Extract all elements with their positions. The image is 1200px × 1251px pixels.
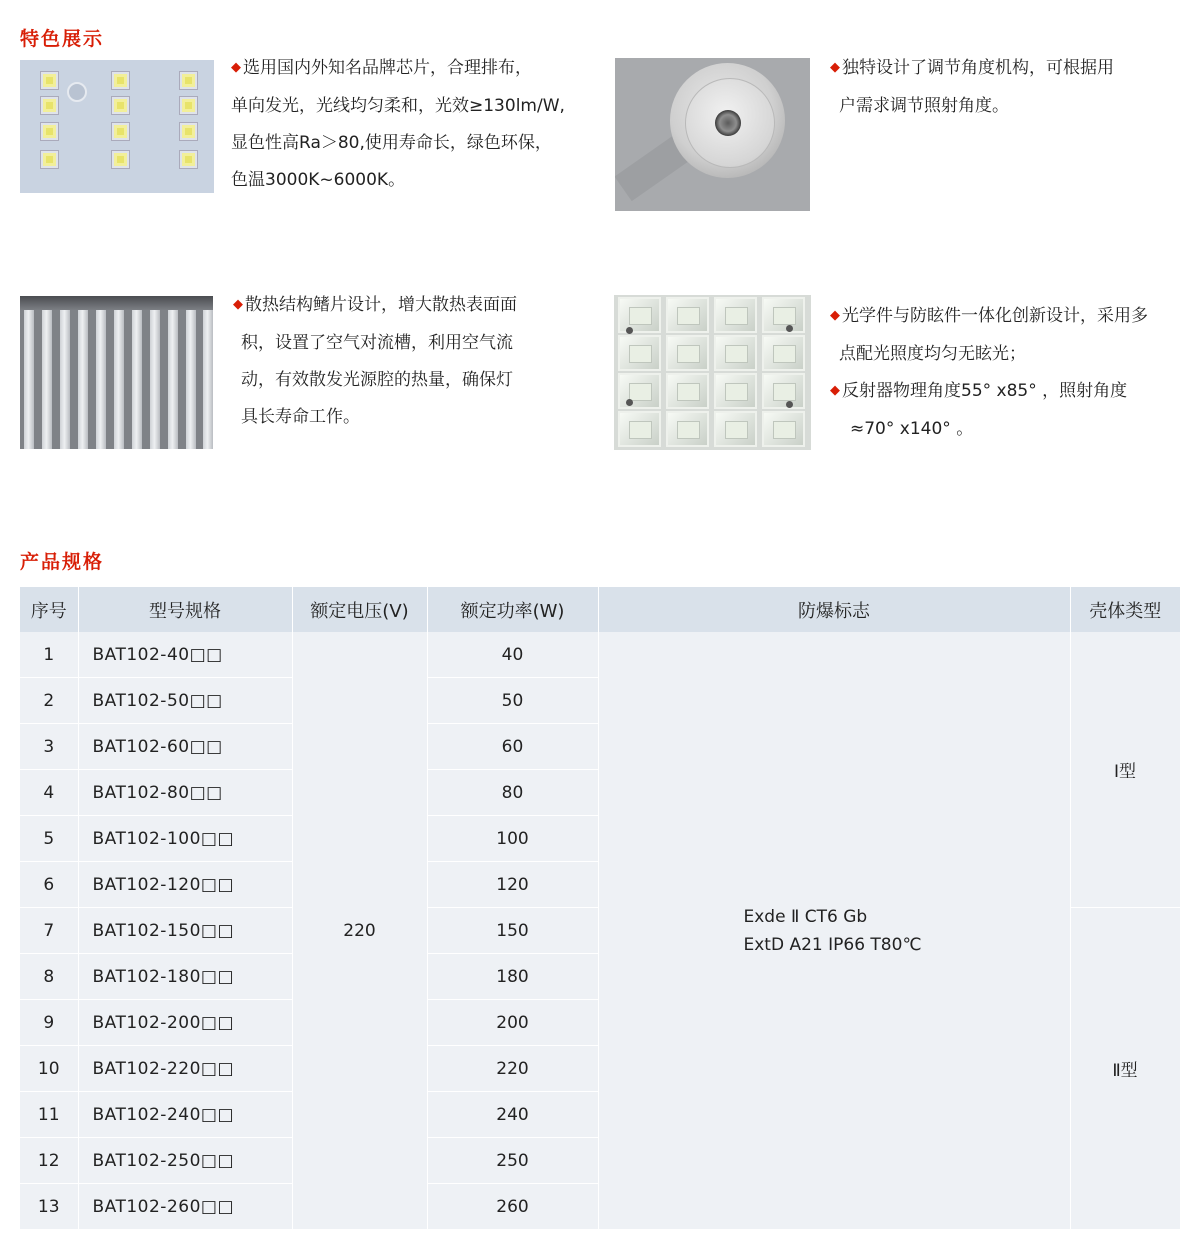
row-no-cell: 10 xyxy=(20,1046,78,1092)
row-power-cell: 120 xyxy=(427,862,598,908)
feature-1-text xyxy=(231,50,565,199)
feature-3-line-2: 积，设置了空气对流槽，利用空气流 xyxy=(241,333,513,353)
heat-sink-fins-image xyxy=(20,296,213,449)
feature-4-line-2: 点配光照度均匀无眩光； xyxy=(839,344,1026,364)
header-model: 型号规格 xyxy=(78,587,292,632)
row-power-cell: 200 xyxy=(427,1000,598,1046)
ex-mark-line: Exde Ⅱ CT6 Gb xyxy=(743,906,868,927)
table-row xyxy=(20,632,1180,678)
feature-1-line-2: 单向发光，光线均匀柔和，光效≥130lm/W, xyxy=(231,96,565,116)
bullet-diamond-icon: ◆ xyxy=(830,383,840,398)
housing-type-1-cell: Ⅰ型 xyxy=(1070,632,1180,908)
feature-4-line-3: ◆ 反射器物理角度55° x85° ，照射角度 xyxy=(830,381,1128,401)
row-power-cell: 80 xyxy=(427,770,598,816)
feature-3-text xyxy=(233,287,517,436)
row-model-cell: BAT102-200□□ xyxy=(78,1000,292,1046)
angle-adjust-knob-image xyxy=(615,58,810,211)
ex-mark-cell xyxy=(598,632,1070,1230)
feature-1-line-4: 色温3000K~6000K。 xyxy=(231,170,406,190)
reflector-grid-image xyxy=(614,295,811,450)
row-model-cell: BAT102-60□□ xyxy=(78,724,292,770)
led-chip-board-image xyxy=(20,60,214,193)
row-no-cell: 5 xyxy=(20,816,78,862)
row-power-cell: 180 xyxy=(427,954,598,1000)
row-power-cell: 260 xyxy=(427,1184,598,1230)
row-model-cell: BAT102-260□□ xyxy=(78,1184,292,1230)
specs-section-title: 产品规格 xyxy=(20,551,105,573)
row-model-cell: BAT102-120□□ xyxy=(78,862,292,908)
feature-2-line-2: 户需求调节照射角度。 xyxy=(839,96,1009,116)
feature-4-text xyxy=(830,298,1148,448)
header-voltage: 额定电压(V) xyxy=(292,587,427,632)
row-power-cell: 50 xyxy=(427,678,598,724)
row-model-cell: BAT102-40□□ xyxy=(78,632,292,678)
feature-3-line-3: 动，有效散发光源腔的热量，确保灯 xyxy=(241,370,513,390)
row-power-cell: 150 xyxy=(427,908,598,954)
row-power-cell: 60 xyxy=(427,724,598,770)
ex-mark-line: ExtD A21 IP66 T80℃ xyxy=(743,934,922,955)
row-model-cell: BAT102-80□□ xyxy=(78,770,292,816)
row-model-cell: BAT102-180□□ xyxy=(78,954,292,1000)
row-power-cell: 40 xyxy=(427,632,598,678)
row-power-cell: 250 xyxy=(427,1138,598,1184)
feature-4-line-1: ◆ 光学件与防眩件一体化创新设计，采用多 xyxy=(830,306,1148,326)
row-power-cell: 220 xyxy=(427,1046,598,1092)
bullet-diamond-icon: ◆ xyxy=(830,308,840,323)
table-header-row xyxy=(20,587,1180,632)
bullet-diamond-icon: ◆ xyxy=(830,60,840,75)
row-model-cell: BAT102-220□□ xyxy=(78,1046,292,1092)
feature-4-line-4: ≈70° x140° 。 xyxy=(850,419,974,439)
row-no-cell: 13 xyxy=(20,1184,78,1230)
feature-3-line-4: 具长寿命工作。 xyxy=(241,407,360,427)
row-no-cell: 8 xyxy=(20,954,78,1000)
row-no-cell: 4 xyxy=(20,770,78,816)
feature-1-line-1: ◆ 选用国内外知名品牌芯片，合理排布， xyxy=(231,58,532,78)
bullet-diamond-icon: ◆ xyxy=(233,297,243,312)
row-model-cell: BAT102-250□□ xyxy=(78,1138,292,1184)
feature-1-line-3: 显色性高Ra＞80,使用寿命长，绿色环保， xyxy=(231,133,552,153)
row-no-cell: 2 xyxy=(20,678,78,724)
header-housing-type: 壳体类型 xyxy=(1070,587,1180,632)
row-no-cell: 6 xyxy=(20,862,78,908)
row-model-cell: BAT102-50□□ xyxy=(78,678,292,724)
header-power: 额定功率(W) xyxy=(427,587,598,632)
row-no-cell: 3 xyxy=(20,724,78,770)
row-no-cell: 9 xyxy=(20,1000,78,1046)
voltage-cell: 220 xyxy=(292,632,427,1230)
feature-3-line-1: ◆ 散热结构鳍片设计，增大散热表面面 xyxy=(233,295,517,315)
header-no: 序号 xyxy=(20,587,78,632)
housing-type-2-cell: Ⅱ型 xyxy=(1070,908,1180,1230)
spec-table xyxy=(20,587,1181,1230)
row-model-cell: BAT102-240□□ xyxy=(78,1092,292,1138)
row-power-cell: 100 xyxy=(427,816,598,862)
row-power-cell: 240 xyxy=(427,1092,598,1138)
row-no-cell: 12 xyxy=(20,1138,78,1184)
row-model-cell: BAT102-150□□ xyxy=(78,908,292,954)
bullet-diamond-icon: ◆ xyxy=(231,60,241,75)
row-no-cell: 11 xyxy=(20,1092,78,1138)
row-model-cell: BAT102-100□□ xyxy=(78,816,292,862)
row-no-cell: 7 xyxy=(20,908,78,954)
header-ex-mark: 防爆标志 xyxy=(598,587,1070,632)
row-no-cell: 1 xyxy=(20,632,78,678)
feature-2-line-1: ◆ 独特设计了调节角度机构，可根据用 xyxy=(830,58,1114,78)
features-section-title: 特色展示 xyxy=(20,28,105,50)
feature-2-text xyxy=(830,50,1114,125)
